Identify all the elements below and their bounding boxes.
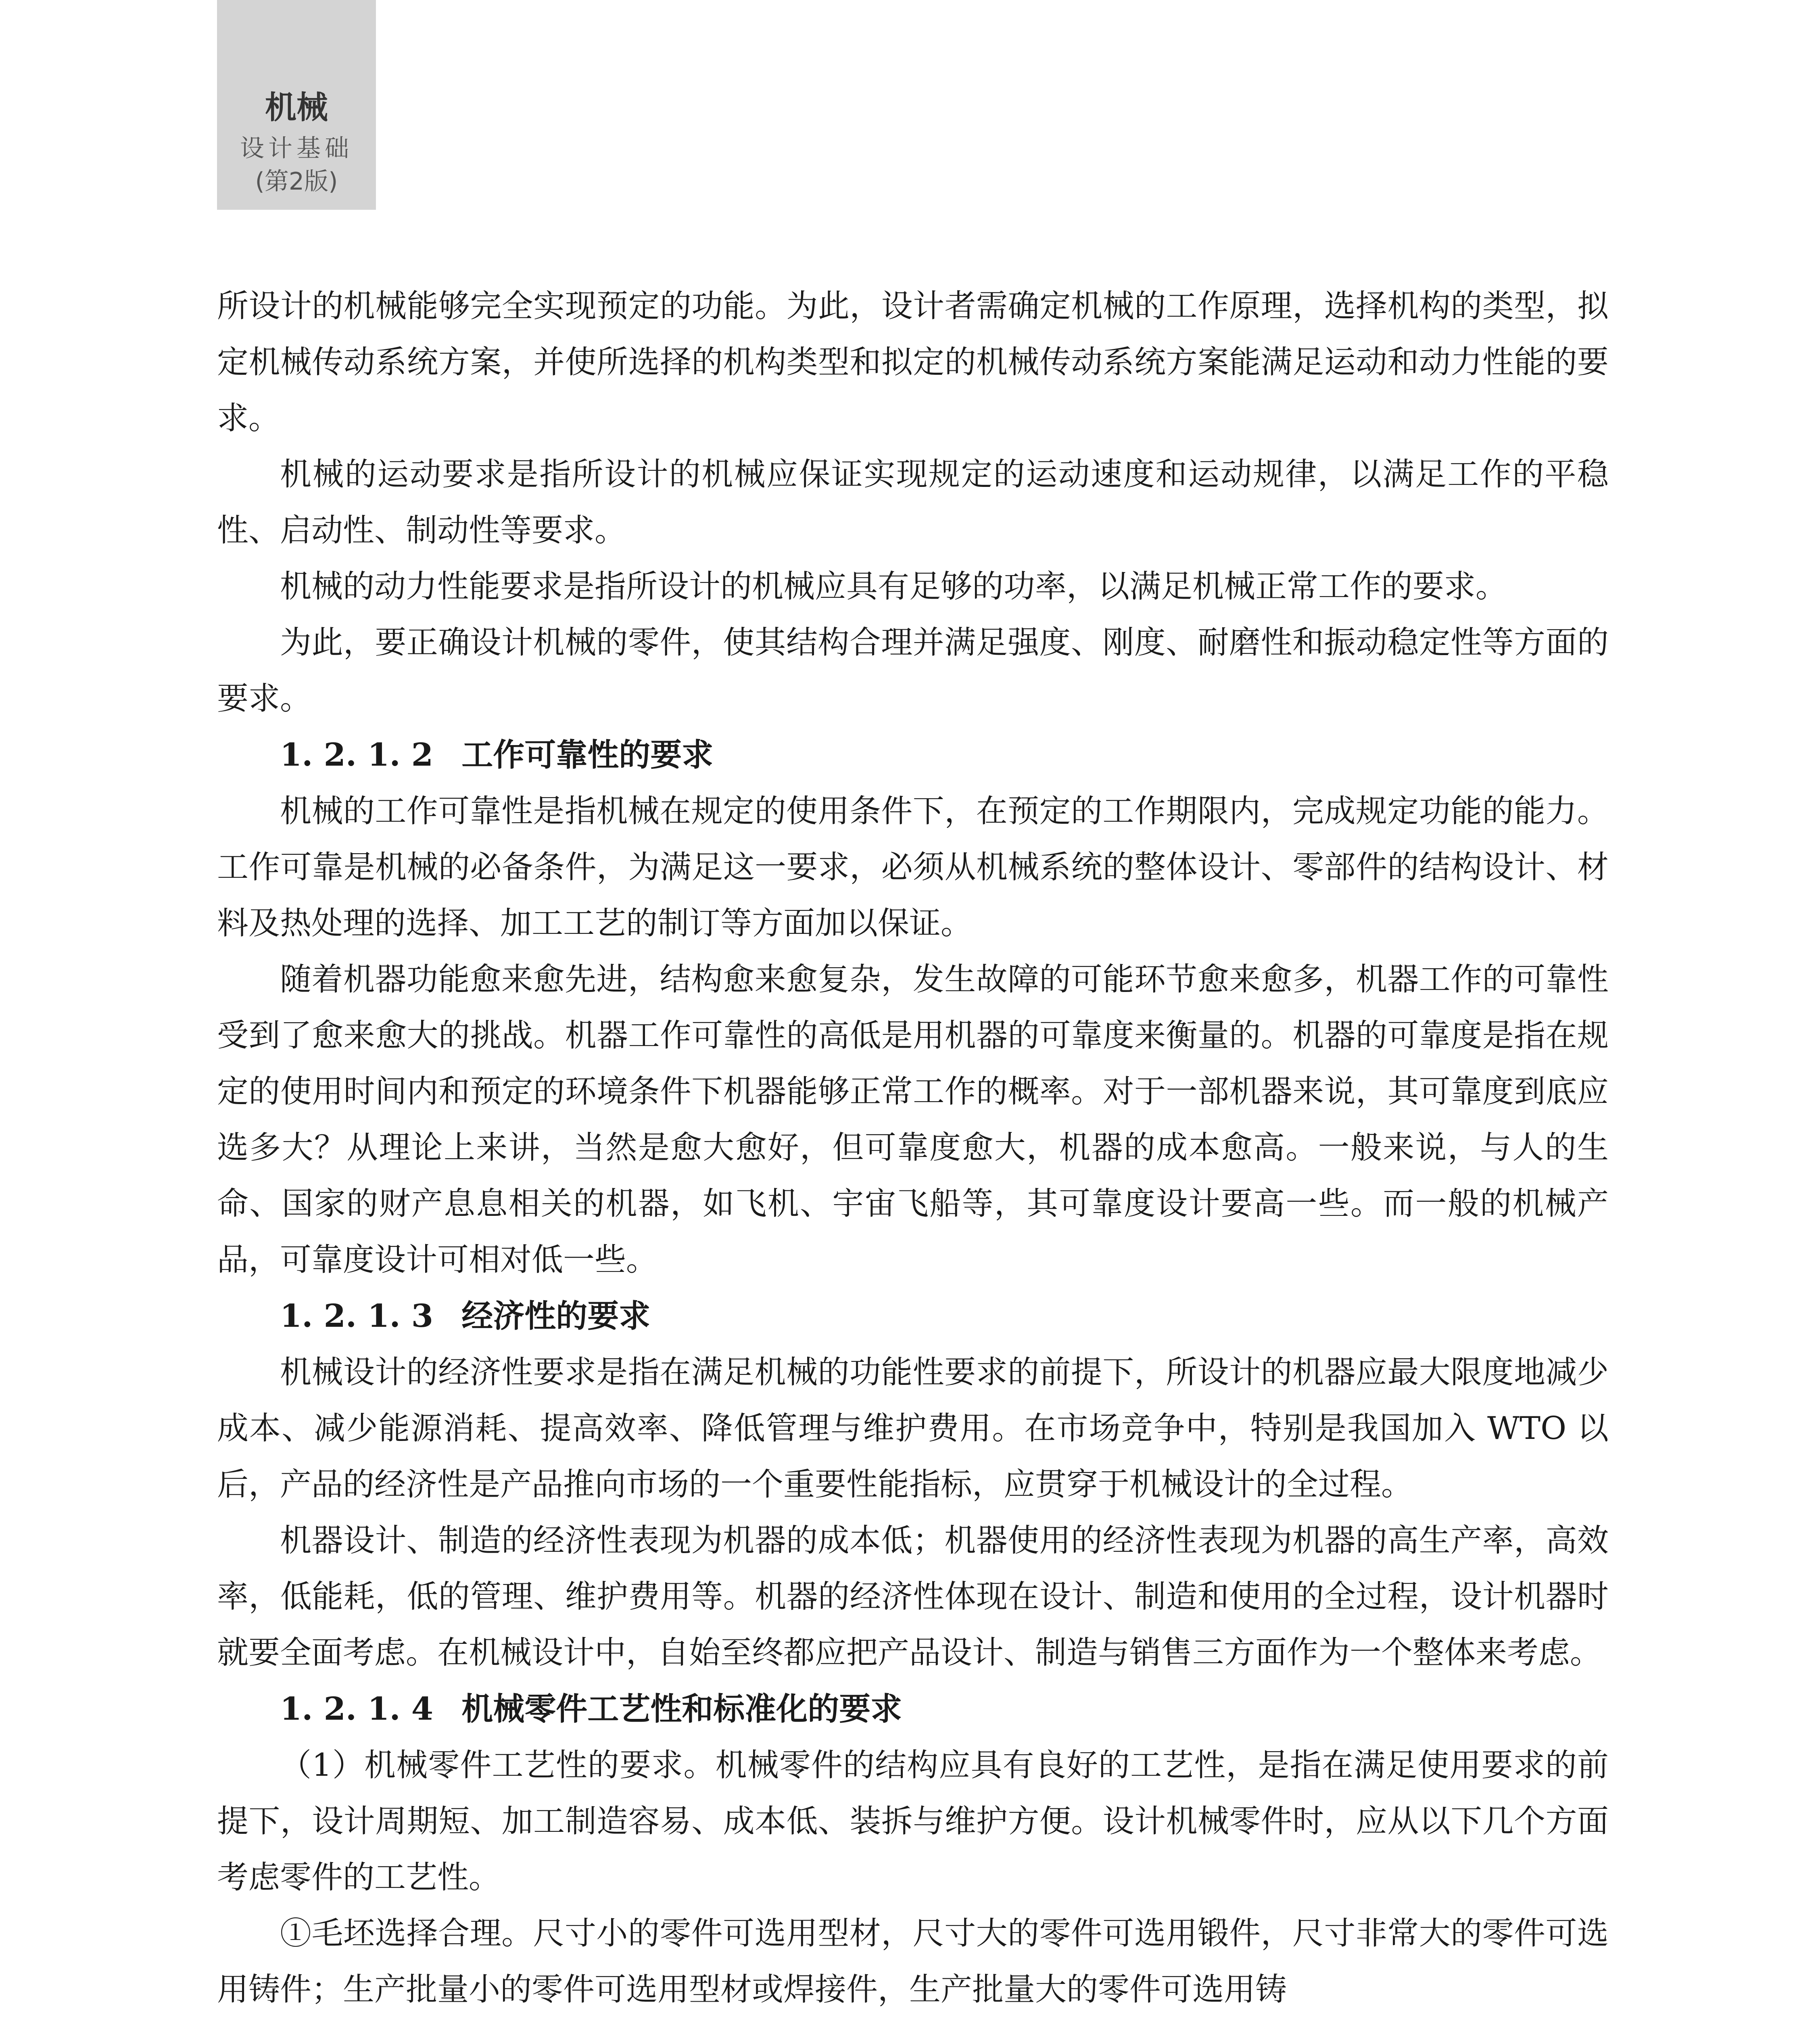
paragraph: （1）机械零件工艺性的要求。机械零件的结构应具有良好的工艺性，是指在满足使用要求的前提下，设计周期短、加工制造容易、成本低、装拆与维护方便。设计机械零件时，应从以下几个方面考虑零件的工艺性。 (217, 1747, 1609, 1896)
section-title: 机械零件工艺性和标准化的要求 (461, 1691, 902, 1727)
section-heading-manufacturability (217, 1681, 1609, 1737)
paragraph: 机械设计的经济性要求是指在满足机械的功能性要求的前提下，所设计的机器应最大限度地减少成本、减少能源消耗、提高效率、降低管理与维护费用。在市场竞争中，特别是我国加入 WTO 以后，产品的经济性是产品推向市场的一个重要性能指标，应贯穿于机械设计的全过程。 (217, 1354, 1609, 1503)
section-title: 工作可靠性的要求 (461, 737, 714, 773)
book-edition: (第2版) (255, 167, 338, 196)
paragraph-continued: 所设计的机械能够完全实现预定的功能。为此，设计者需确定机械的工作原理，选择机构的类型，拟定机械传动系统方案，并使所选择的机构类型和拟定的机械传动系统方案能满足运动和动力性能的要求。 (217, 288, 1609, 436)
paragraph: 机器设计、制造的经济性表现为机器的成本低；机器使用的经济性表现为机器的高生产率，高效率，低能耗，低的管理、维护费用等。机器的经济性体现在设计、制造和使用的全过程，设计机器时就要全面考虑。在机械设计中，自始至终都应把产品设计、制造与销售三方面作为一个整体来考虑。 (217, 1522, 1609, 1671)
book-title-tab (217, 0, 376, 210)
section-heading-reliability (217, 727, 1609, 783)
paragraph: 机械的运动要求是指所设计的机械应保证实现规定的运动速度和运动规律，以满足工作的平稳性、启动性、制动性等要求。 (217, 456, 1609, 549)
paragraph: 为此，要正确设计机械的零件，使其结构合理并满足强度、刚度、耐磨性和振动稳定性等方面的要求。 (217, 624, 1609, 717)
book-subtitle: 设计基础 (240, 134, 353, 163)
section-title: 经济性的要求 (461, 1298, 651, 1334)
page-body (217, 278, 1609, 2017)
paragraph: 机械的工作可靠性是指机械在规定的使用条件下，在预定的工作期限内，完成规定功能的能力。工作可靠是机械的必备条件，为满足这一要求，必须从机械系统的整体设计、零部件的结构设计、材料及热处理的选择、加工工艺的制订等方面加以保证。 (217, 793, 1609, 942)
section-heading-economy (217, 1288, 1609, 1345)
section-number: 1. 2. 1. 2 (280, 737, 434, 773)
paragraph: 机械的动力性能要求是指所设计的机械应具有足够的功率，以满足机械正常工作的要求。 (280, 568, 1507, 605)
section-number: 1. 2. 1. 4 (280, 1691, 434, 1727)
section-number: 1. 2. 1. 3 (280, 1298, 434, 1334)
paragraph: 随着机器功能愈来愈先进，结构愈来愈复杂，发生故障的可能环节愈来愈多，机器工作的可靠性受到了愈来愈大的挑战。机器工作可靠性的高低是用机器的可靠度来衡量的。机器的可靠度是指在规定的使用时间内和预定的环境条件下机器能够正常工作的概率。对于一部机器来说，其可靠度到底应选多大？从理论上来讲，当然是愈大愈好，但可靠度愈大，机器的成本愈高。一般来说，与人的生命、国家的财产息息相关的机器，如飞机、宇宙飞船等，其可靠度设计要高一些。而一般的机械产品，可靠度设计可相对低一些。 (217, 961, 1609, 1278)
book-title: 机械 (265, 90, 328, 126)
paragraph: ①毛坯选择合理。尺寸小的零件可选用型材，尺寸大的零件可选用锻件，尺寸非常大的零件可选用铸件；生产批量小的零件可选用型材或焊接件，生产批量大的零件可选用铸 (217, 1915, 1609, 2008)
